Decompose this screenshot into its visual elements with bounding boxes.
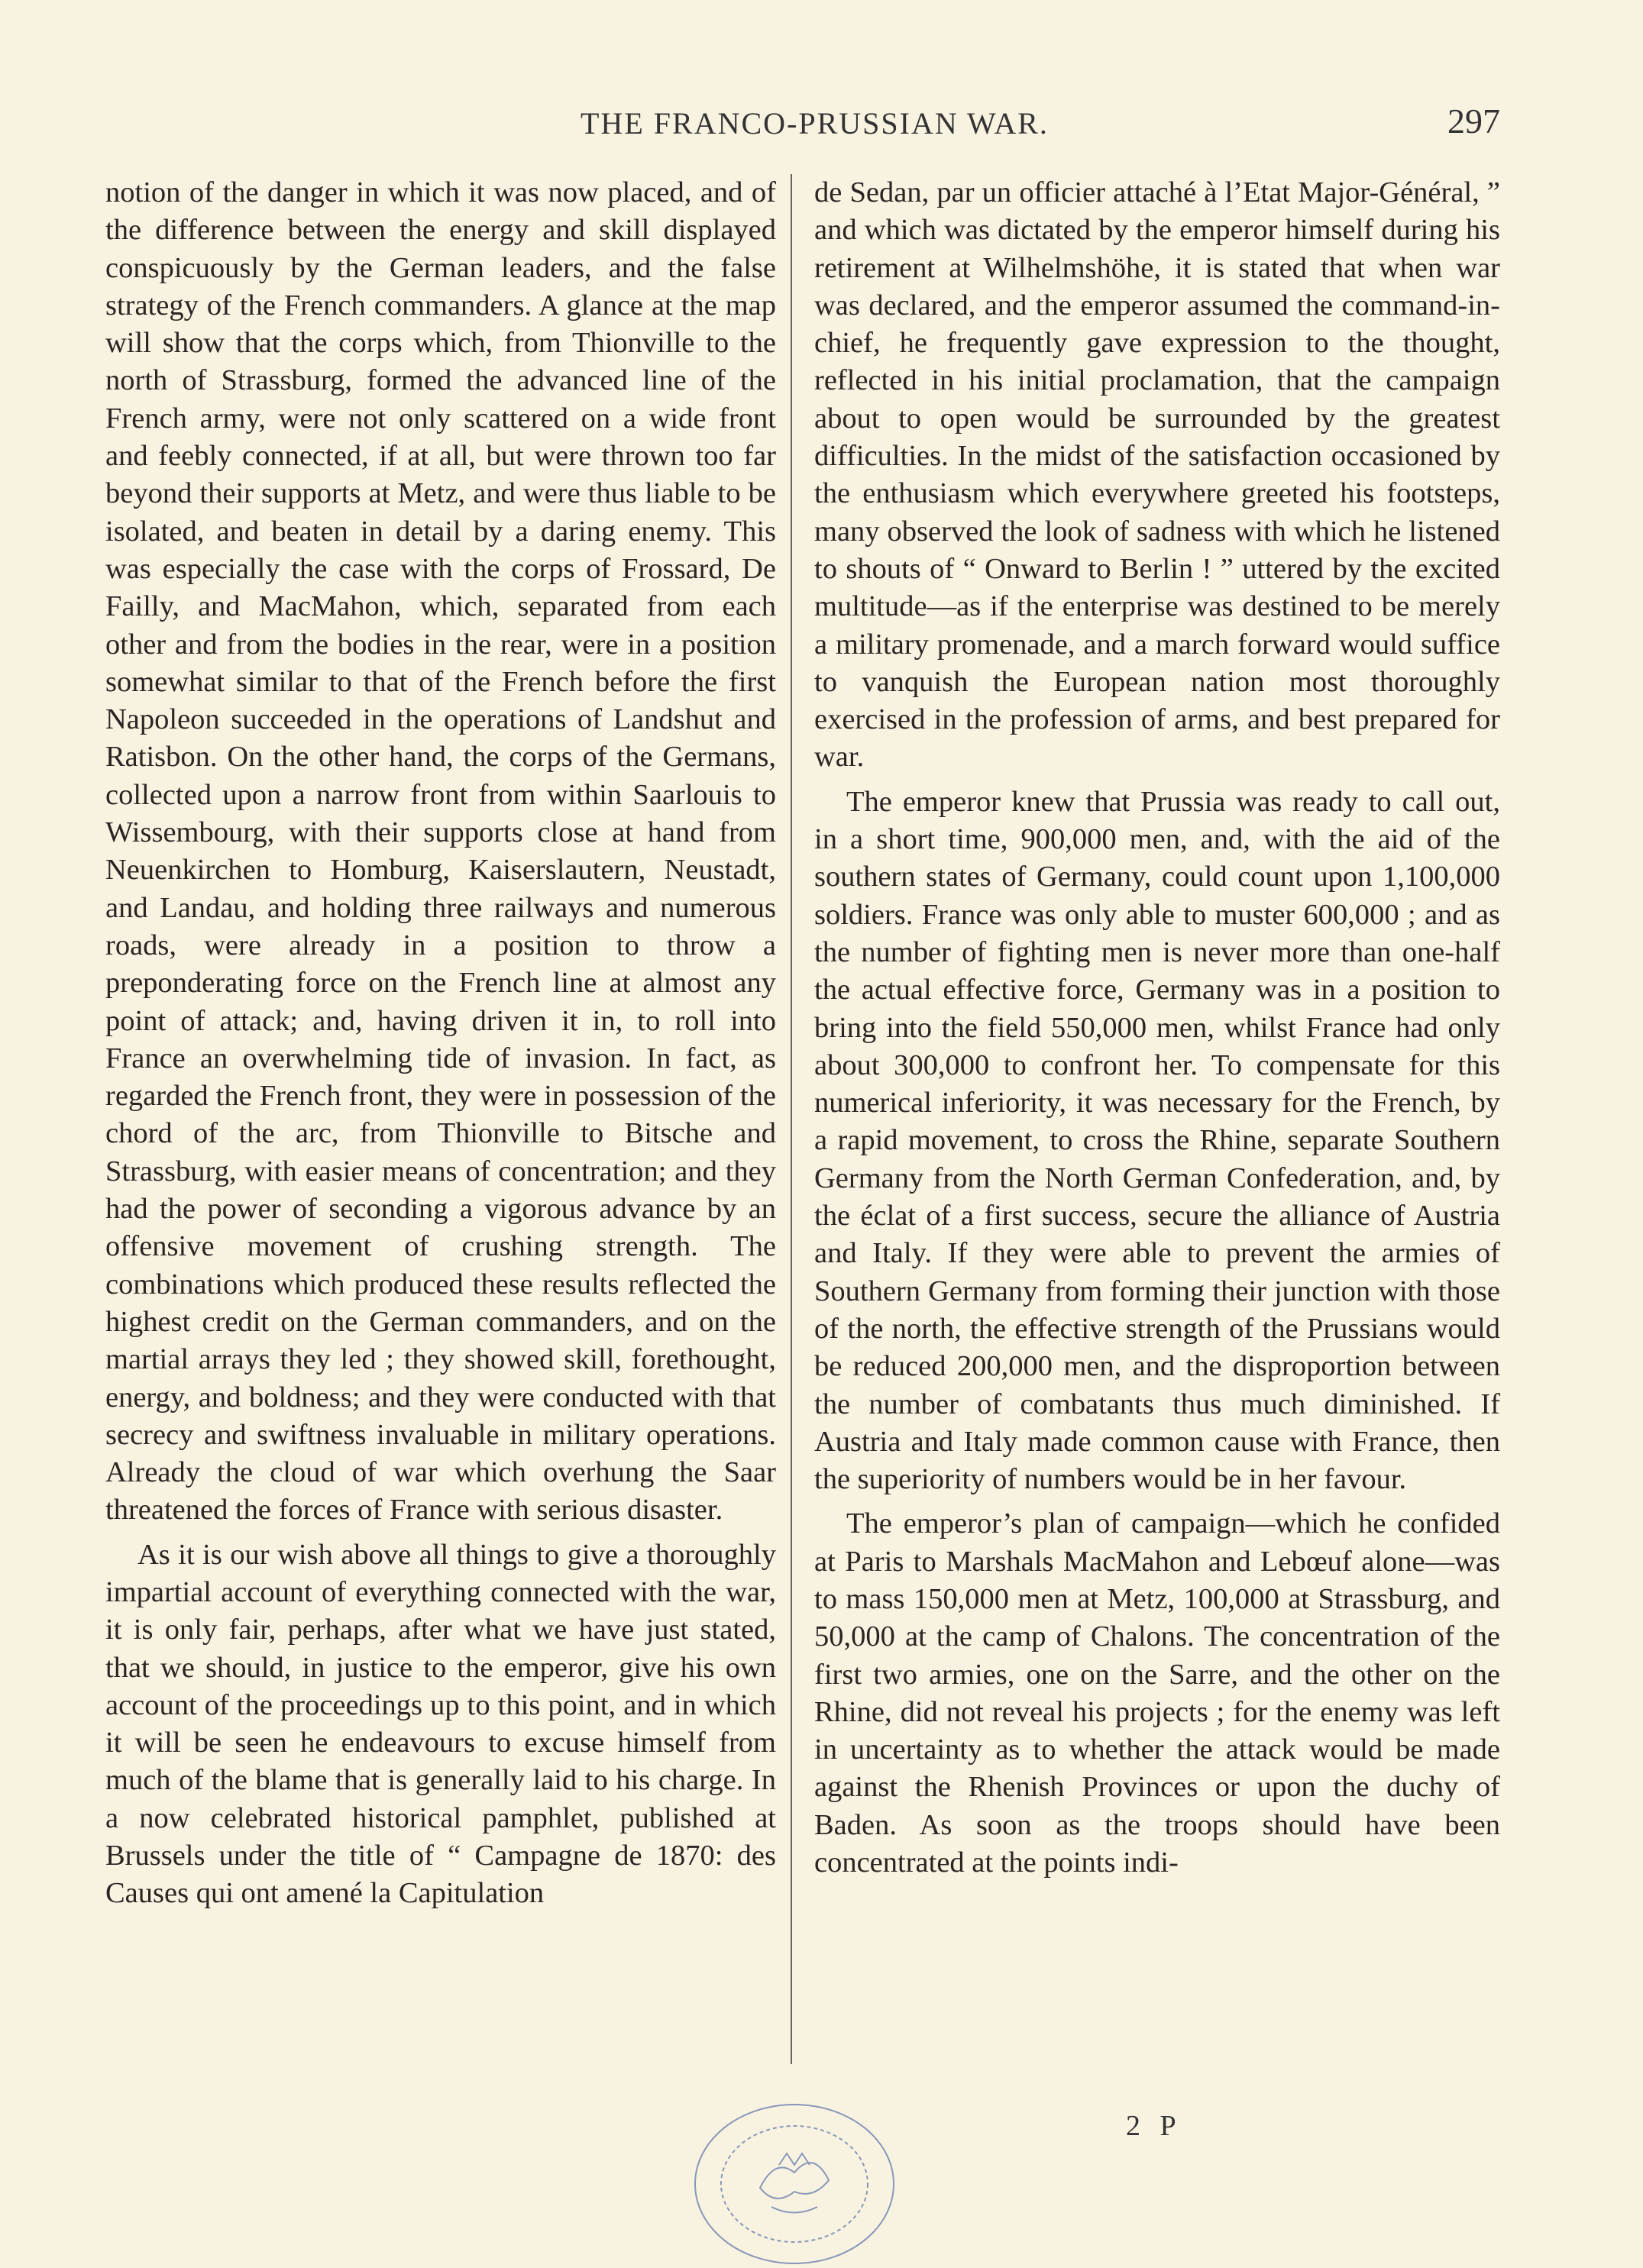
library-stamp-icon [687,2092,901,2268]
running-title: THE FRANCO-PRUSSIAN WAR. [581,106,1049,141]
paragraph: The emperor’s plan of campaign—which he confided at Paris to Marshals MacMahon and Lebœuf alone—was to mass 150,000 men at Metz, 100,000 at Strassburg, and 50,000 at the camp of Chalons. The concentration of the first two armies, one on the Sarre, and the other on the Rhine, did not reveal his projects ; for the enemy was left in uncertainty as to whether the attack would be made against the Rhenish Provinces or upon the duchy of Baden. As soon as the troops should have been concentrated at the points indi- [814,1507,1500,1879]
paragraph: de Sedan, par un officier attaché à l’Etat Major-Général, ” and which was dictated by the emperor himself during his retirement at Wilhelmshöhe, it is stated that when war was declared, and the emperor assumed the command-in-chief, he frequently gave expression to the thought, reflected in his initial proclamation, that the campaign about to open would be surrounded by the greatest difficulties. In the midst of the satisfaction occasioned by the enthusiasm which everywhere greeted his footsteps, many observed the look of sadness with which he listened to shouts of “ Onward to Berlin ! ” uttered by the excited multitude—as if the enterprise was destined to be merely a military promenade, and a march forward would suffice to vanquish the European nation most thoroughly exercised in the profession of arms, and best prepared for war. [814,176,1500,774]
left-column [105,174,776,1913]
right-column [814,174,1500,1882]
running-head [0,102,1643,151]
signature-mark: 2 P [1126,2110,1182,2142]
paragraph: notion of the danger in which it was now placed, and of the difference between the energy and skill displayed conspicuously by the German leaders, and the false strategy of the French commanders. A glance at the map will show that the corps which, from Thionville to the north of Strassburg, formed the advanced line of the French army, were not only scattered on a wide front and feebly connected, if at all, but were thrown too far beyond their supports at Metz, and were thus liable to be isolated, and beaten in detail by a daring enemy. This was especially the case with the corps of Frossard, De Failly, and MacMahon, which, separated from each other and from the bodies in the rear, were in a position somewhat similar to that of the French before the first Napoleon succeeded in the operations of Landshut and Ratisbon. On the other hand, the corps of the Germans, collected upon a narrow front from within Saarlouis to Wissembourg, with their supports close at hand from Neuenkirchen to Homburg, Kaiserslautern, Neustadt, and Landau, and holding three railways and numerous roads, were already in a position to throw a preponderating force on the French line at almost any point of attack; and, having driven it in, to roll into France an overwhelming tide of invasion. In fact, as regarded the French front, they were in possession of the chord of the arc, from Thionville to Bitsche and Strassburg, with easier means of concentration; and they had the power of seconding a vigorous advance by an offensive movement of crushing strength. The combinations which produced these results reflected the highest credit on the German commanders, and on the martial arrays they led ; they showed skill, forethought, energy, and boldness; and they were conducted with that secrecy and swiftness invaluable in military operations. Already the cloud of war which overhung the Saar threatened the forces of France with serious disaster. [105,176,776,1527]
paragraph: As it is our wish above all things to give a thoroughly impartial account of everything connected with the war, it is only fair, perhaps, after what we have just stated, that we should, in justice to the emperor, give his own account of the proceedings up to this point, and in which it will be seen he endeavours to excuse himself from much of the blame that is generally laid to his charge. In a now celebrated historical pamphlet, published at Brussels under the title of “ Campagne de 1870: des Causes qui ont amené la Capitulation [105,1538,776,1910]
column-divider [791,174,792,2064]
page-number: 297 [1447,102,1500,141]
paragraph: The emperor knew that Prussia was ready to call out, in a short time, 900,000 men, and, with the aid of the southern states of Germany, could count upon 1,100,000 soldiers. France was only able to muster 600,000 ; and as the number of fighting men is never more than one-half the actual effective force, Germany was in a position to bring into the field 550,000 men, whilst France had only about 300,000 to confront her. To compensate for this numerical inferiority, it was necessary for the French, by a rapid movement, to cross the Rhine, separate Southern Germany from the North German Confederation, and, by the éclat of a first success, secure the alliance of Austria and Italy. If they were able to prevent the armies of Southern Germany from forming their junction with those of the north, the effective strength of the Prussians would be reduced 200,000 men, and the disproportion between the number of combatants thus much diminished. If Austria and Italy made common cause with France, then the superiority of numbers would be in her favour. [814,785,1500,1496]
